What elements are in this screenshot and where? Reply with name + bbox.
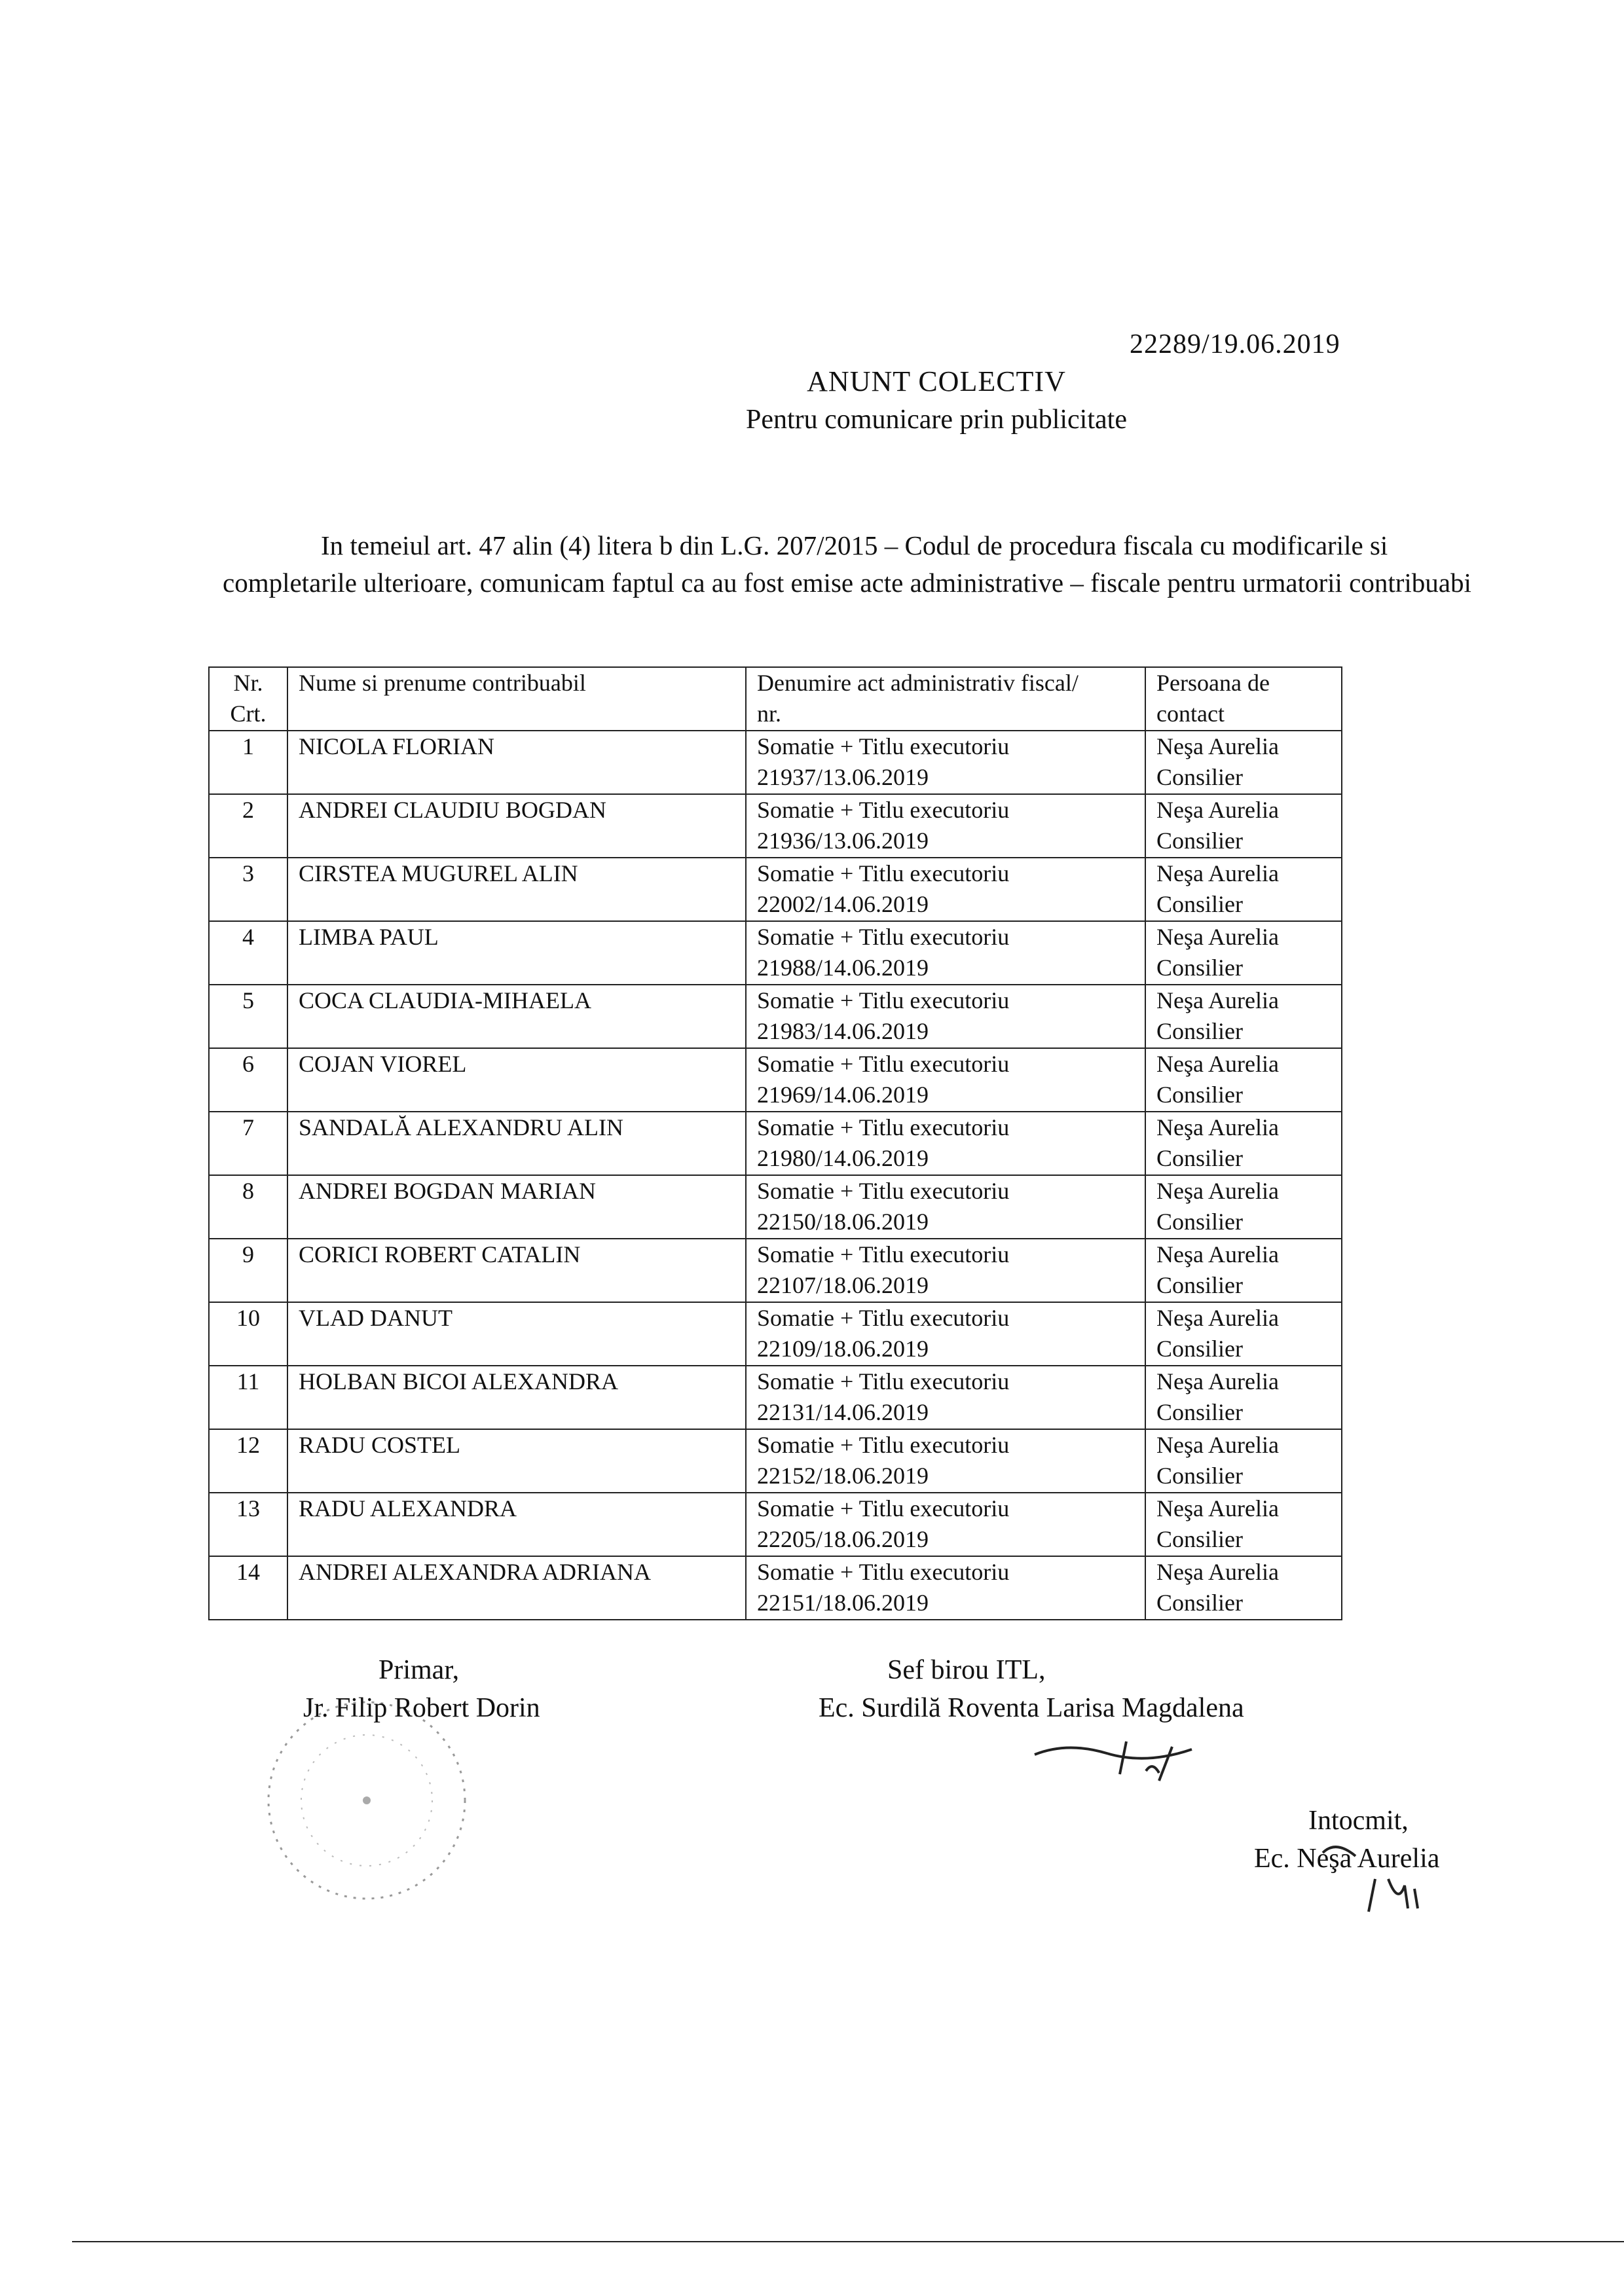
document-subtitle: Pentru comunicare prin publicitate <box>746 405 1127 435</box>
intro-line-1: In temeiul art. 47 alin (4) litera b din L.G. 207/2015 – Codul de procedura fiscala cu modificarile si <box>321 530 1388 560</box>
cell-act: Somatie + Titlu executoriu 21937/13.06.2019 <box>746 731 1145 794</box>
table-body <box>209 731 1342 1620</box>
header-contact: Persoana de contact <box>1145 667 1342 731</box>
cell-nr: 4 <box>209 921 287 985</box>
cell-nr: 12 <box>209 1429 287 1493</box>
cell-act: Somatie + Titlu executoriu 21980/14.06.2019 <box>746 1112 1145 1175</box>
document-reference: 22289/19.06.2019 <box>1130 329 1340 359</box>
cell-contact: Neşa Aurelia Consilier <box>1145 1556 1342 1620</box>
table-row <box>209 1493 1342 1556</box>
cell-nr: 7 <box>209 1112 287 1175</box>
cell-name: VLAD DANUT <box>287 1302 746 1366</box>
cell-name: ANDREI BOGDAN MARIAN <box>287 1175 746 1239</box>
cell-nr: 13 <box>209 1493 287 1556</box>
footer-rule <box>72 2241 1624 2242</box>
table-row <box>209 921 1342 985</box>
table-row <box>209 1366 1342 1429</box>
cell-name: COCA CLAUDIA-MIHAELA <box>287 985 746 1048</box>
cell-name: COJAN VIOREL <box>287 1048 746 1112</box>
cell-act: Somatie + Titlu executoriu 21983/14.06.2019 <box>746 985 1145 1048</box>
prepared-signature-icon <box>1310 1827 1441 1925</box>
cell-contact: Neşa Aurelia Consilier <box>1145 1239 1342 1302</box>
header-name: Nume si prenume contribuabil <box>287 667 746 731</box>
cell-name: RADU ALEXANDRA <box>287 1493 746 1556</box>
cell-act: Somatie + Titlu executoriu 22107/18.06.2019 <box>746 1239 1145 1302</box>
cell-nr: 10 <box>209 1302 287 1366</box>
table-row <box>209 1048 1342 1112</box>
header-act: Denumire act administrativ fiscal/ nr. <box>746 667 1145 731</box>
table-row <box>209 1429 1342 1493</box>
cell-contact: Neşa Aurelia Consilier <box>1145 1429 1342 1493</box>
chief-name: Ec. Surdilă Roventa Larisa Magdalena <box>819 1693 1244 1723</box>
table-row <box>209 731 1342 794</box>
cell-act: Somatie + Titlu executoriu 22131/14.06.2019 <box>746 1366 1145 1429</box>
cell-name: ANDREI CLAUDIU BOGDAN <box>287 794 746 858</box>
mayor-role: Primar, <box>378 1655 460 1685</box>
table-row <box>209 1239 1342 1302</box>
cell-contact: Neşa Aurelia Consilier <box>1145 1493 1342 1556</box>
cell-act: Somatie + Titlu executoriu 22152/18.06.2019 <box>746 1429 1145 1493</box>
cell-contact: Neşa Aurelia Consilier <box>1145 731 1342 794</box>
cell-act: Somatie + Titlu executoriu 22109/18.06.2019 <box>746 1302 1145 1366</box>
cell-contact: Neşa Aurelia Consilier <box>1145 1366 1342 1429</box>
cell-contact: Neşa Aurelia Consilier <box>1145 1175 1342 1239</box>
cell-act: Somatie + Titlu executoriu 21988/14.06.2019 <box>746 921 1145 985</box>
cell-contact: Neşa Aurelia Consilier <box>1145 985 1342 1048</box>
chief-role: Sef birou ITL, <box>887 1655 1046 1685</box>
cell-nr: 2 <box>209 794 287 858</box>
cell-nr: 1 <box>209 731 287 794</box>
table-row <box>209 1112 1342 1175</box>
header-nr: Nr. Crt. <box>209 667 287 731</box>
table-header-row <box>209 667 1342 731</box>
cell-act: Somatie + Titlu executoriu 21969/14.06.2019 <box>746 1048 1145 1112</box>
cell-nr: 14 <box>209 1556 287 1620</box>
cell-act: Somatie + Titlu executoriu 21936/13.06.2019 <box>746 794 1145 858</box>
table-row <box>209 1175 1342 1239</box>
table-row <box>209 1302 1342 1366</box>
mayor-name: Jr. Filip Robert Dorin <box>303 1693 540 1723</box>
table-row <box>209 794 1342 858</box>
cell-name: RADU COSTEL <box>287 1429 746 1493</box>
cell-nr: 11 <box>209 1366 287 1429</box>
cell-name: LIMBA PAUL <box>287 921 746 985</box>
cell-nr: 3 <box>209 858 287 921</box>
intro-line-2: completarile ulterioare, comunicam faptul ca au fost emise acte administrative – fiscale pentru urmatorii contribuabi <box>223 568 1471 598</box>
cell-act: Somatie + Titlu executoriu 22150/18.06.2019 <box>746 1175 1145 1239</box>
document-title: ANUNT COLECTIV <box>807 365 1066 397</box>
cell-contact: Neşa Aurelia Consilier <box>1145 1112 1342 1175</box>
cell-act: Somatie + Titlu executoriu 22002/14.06.2019 <box>746 858 1145 921</box>
cell-name: NICOLA FLORIAN <box>287 731 746 794</box>
cell-nr: 8 <box>209 1175 287 1239</box>
cell-act: Somatie + Titlu executoriu 22205/18.06.2019 <box>746 1493 1145 1556</box>
table-row <box>209 1556 1342 1620</box>
cell-name: ANDREI ALEXANDRA ADRIANA <box>287 1556 746 1620</box>
cell-act: Somatie + Titlu executoriu 22151/18.06.2019 <box>746 1556 1145 1620</box>
cell-name: HOLBAN BICOI ALEXANDRA <box>287 1366 746 1429</box>
cell-contact: Neşa Aurelia Consilier <box>1145 921 1342 985</box>
table-row <box>209 985 1342 1048</box>
prepared-name: Ec. Neşa Aurelia <box>1254 1844 1440 1874</box>
cell-name: SANDALĂ ALEXANDRU ALIN <box>287 1112 746 1175</box>
table-row <box>209 858 1342 921</box>
cell-contact: Neşa Aurelia Consilier <box>1145 858 1342 921</box>
cell-contact: Neşa Aurelia Consilier <box>1145 1048 1342 1112</box>
cell-contact: Neşa Aurelia Consilier <box>1145 794 1342 858</box>
cell-nr: 6 <box>209 1048 287 1112</box>
prepared-role: Intocmit, <box>1308 1806 1409 1836</box>
cell-contact: Neşa Aurelia Consilier <box>1145 1302 1342 1366</box>
cell-name: CORICI ROBERT CATALIN <box>287 1239 746 1302</box>
taxpayers-table <box>208 666 1342 1620</box>
cell-name: CIRSTEA MUGUREL ALIN <box>287 858 746 921</box>
cell-nr: 5 <box>209 985 287 1048</box>
chief-signature-icon <box>1028 1735 1218 1794</box>
cell-nr: 9 <box>209 1239 287 1302</box>
